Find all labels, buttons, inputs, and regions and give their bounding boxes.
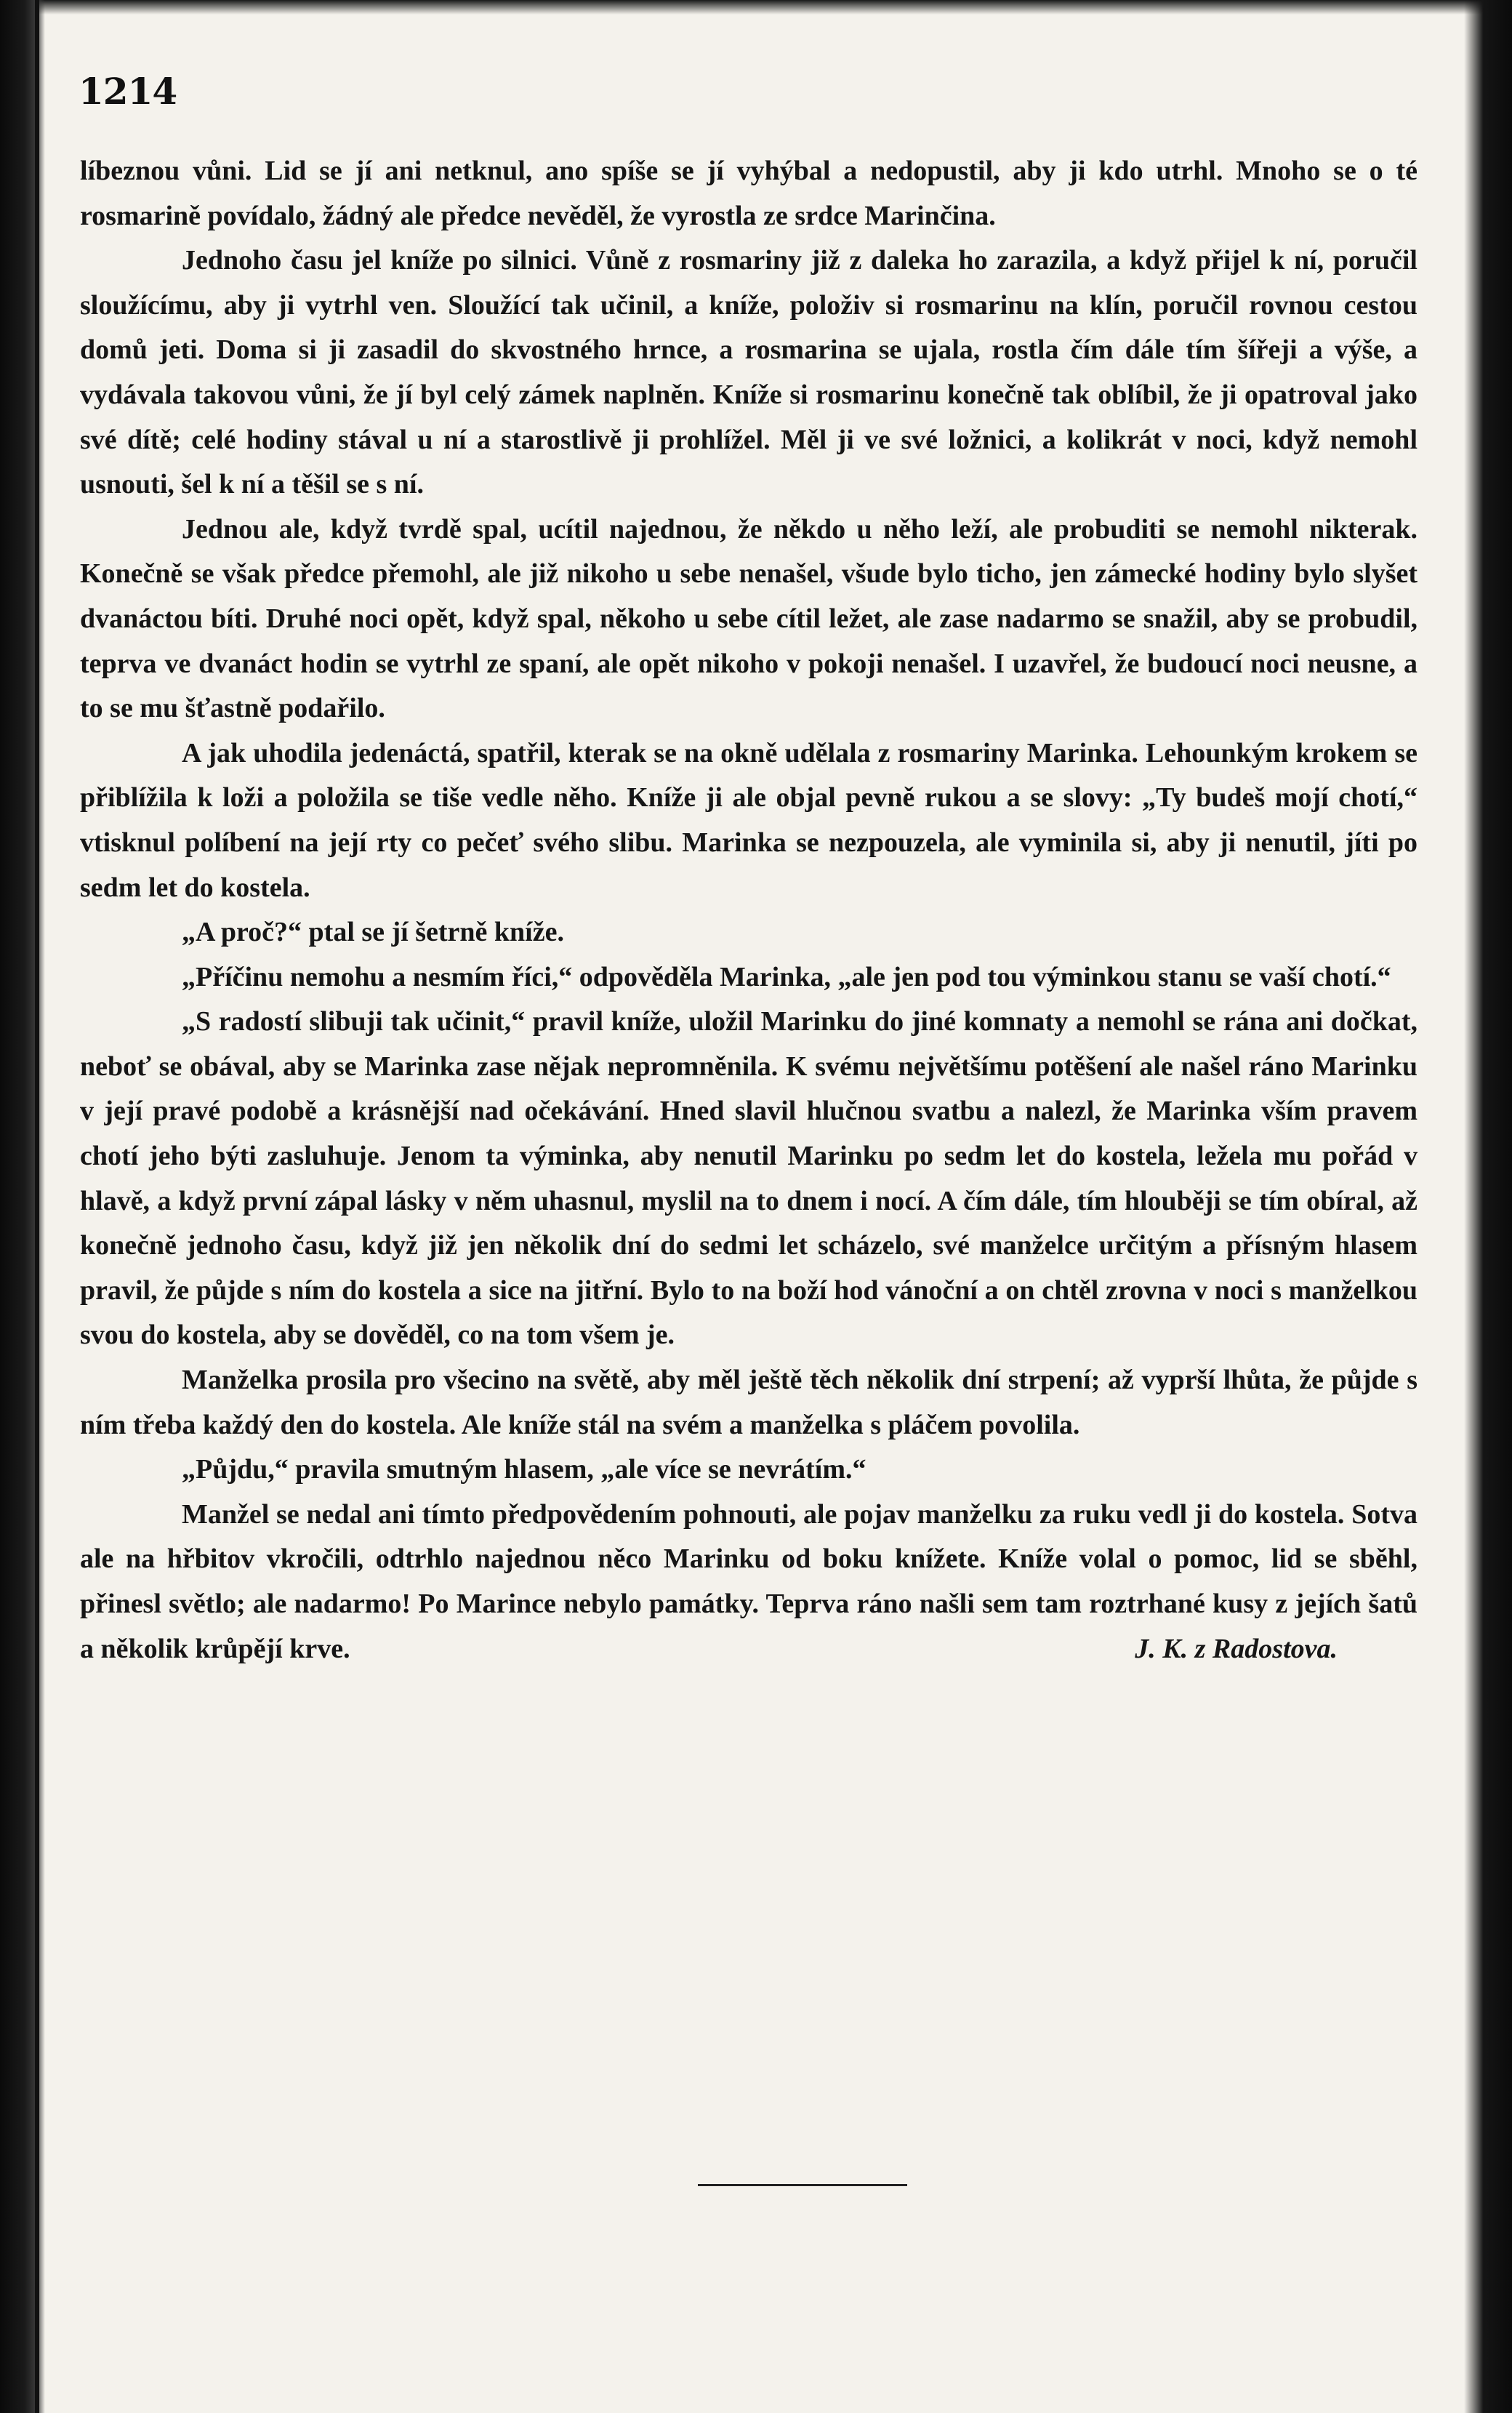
paragraph-continuation: líbeznou vůni. Lid se jí ani netknul, ano spíše se jí vyhýbal a nedopustil, aby ji kdo utrhl. Mnoho se o té rosmarině povídalo, žádný ale předce nevěděl, že vyrostla ze srdce Marinčina. — [80, 156, 1418, 231]
page-number: 1214 — [79, 70, 177, 113]
paragraph-dialogue: „Příčinu nemohu a nesmím říci,“ odpověděla Marinka, „ale jen pod tou výminkou stanu se vaší chotí.“ — [182, 961, 1391, 992]
paragraph: „S radostí slibuji tak učinit,“ pravil kníže, uložil Marinku do jiné komnaty a nemohl se rána ani dočkat, neboť se obával, aby se Marinka zase nějak nepromněnila. K svému největšímu potěšení ale našel ráno Marinku v její pravé podobě a krásnější nad očekávání. Hned slavil hlučnou svatbu a nalezl, že Marinka vším pravem chotí jeho býti zasluhuje. Jenom ta výminka, aby nenutil Marinku po sedm let do kostela, ležela mu pořád v hlavě, a když první zápal lásky v něm uhasnul, myslil na to dnem i nocí. A čím dále, tím hlouběji se tím obíral, až konečně jednoho času, když již jen několik dní do sedmi let scházelo, své manželce určitým a přísným hlasem pravil, že půjde s ním do kostela a sice na jitřní. Bylo to na boží hod vánoční a on chtěl zrovna v noci s manželkou svou do kostela, aby se dověděl, co na tom všem je. — [80, 1006, 1418, 1351]
scan-edge-right — [1464, 0, 1512, 2413]
paragraph: A jak uhodila jedenáctá, spatřil, kterak se na okně udělala z rosmariny Marinka. Lehounkým krokem se přiblížila k loži a položila se tiše vedle něho. Kníže ji ale objal pevně rukou a se slovy: „Ty budeš mojí chotí,“ vtisknul políbení na její rty co pečeť svého slibu. Marinka se nezpouzela, ale vyminila si, aby ji nenutil, jíti po sedm let do kostela. — [80, 737, 1418, 903]
section-divider-rule — [698, 2184, 907, 2186]
paragraph-final — [80, 1493, 1418, 1671]
paragraph-dialogue: „Půjdu,“ pravila smutným hlasem, „ale více se nevrátím.“ — [182, 1454, 866, 1485]
paragraph: Jednoho času jel kníže po silnici. Vůně z rosmariny již z daleka ho zarazila, a když přijel k ní, poručil sloužícímu, aby ji vytrhl ven. Sloužící tak učinil, a kníže, položiv si rosmarinu na klín, poručil rovnou cestou domů jeti. Doma si ji zasadil do skvostného hrnce, a rosmarina se ujala, rostla čím dále tím šířeji a výše, a vydávala takovou vůni, že jí byl celý zámek naplněn. Kníže si rosmarinu konečně tak oblíbil, že ji opatroval jako své dítě; celé hodiny stával u ní a starostlivě ji prohlížel. Měl ji ve své ložnici, a kolikrát v noci, když nemohl usnouti, šel k ní a těšil se s ní. — [80, 245, 1418, 500]
author-signature: J. K. z Radostova. — [1135, 1633, 1338, 1664]
final-paragraph-text: Manžel se nedal ani tímto předpovědením pohnouti, ale pojav manželku za ruku vedl ji do kostela. Sotva ale na hřbitov vkročili, odtrhlo najednou něco Marinku od boku knížete. Kníže volal o pomoc, lid se sběhl, přinesl světlo; ale nadarmo! Po Marince nebylo památky. Teprva ráno našli sem tam roztrhané kusy z jejích šatů a několik krůpějí krve. — [80, 1498, 1418, 1664]
article-body — [80, 149, 1418, 1671]
paragraph: Jednou ale, když tvrdě spal, ucítil najednou, že někdo u něho leží, ale probuditi se nemohl nikterak. Konečně se však předce přemohl, ale již nikoho u sebe nenašel, všude bylo ticho, jen zámecké hodiny bylo slyšet dvanáctou bíti. Druhé noci opět, když spal, někoho u sebe cítil ležet, ale zase nadarmo se snažil, aby se probudil, teprva ve dvanáct hodin se vytrhl ze spaní, ale opět nikoho v pokoji nenašel. I uzavřel, že budoucí noci neusne, a to se mu šťastně podařilo. — [80, 513, 1418, 724]
binding-line — [35, 0, 39, 2413]
paragraph-dialogue: „A proč?“ ptal se jí šetrně kníže. — [182, 917, 564, 948]
paragraph: Manželka prosila pro všecino na světě, aby měl ještě těch několik dní strpení; až vyprší lhůta, že půjde s ním třeba každý den do kostela. Ale kníže stál na svém a manželka s pláčem povolila. — [80, 1365, 1418, 1440]
scan-edge-top — [0, 0, 1512, 15]
